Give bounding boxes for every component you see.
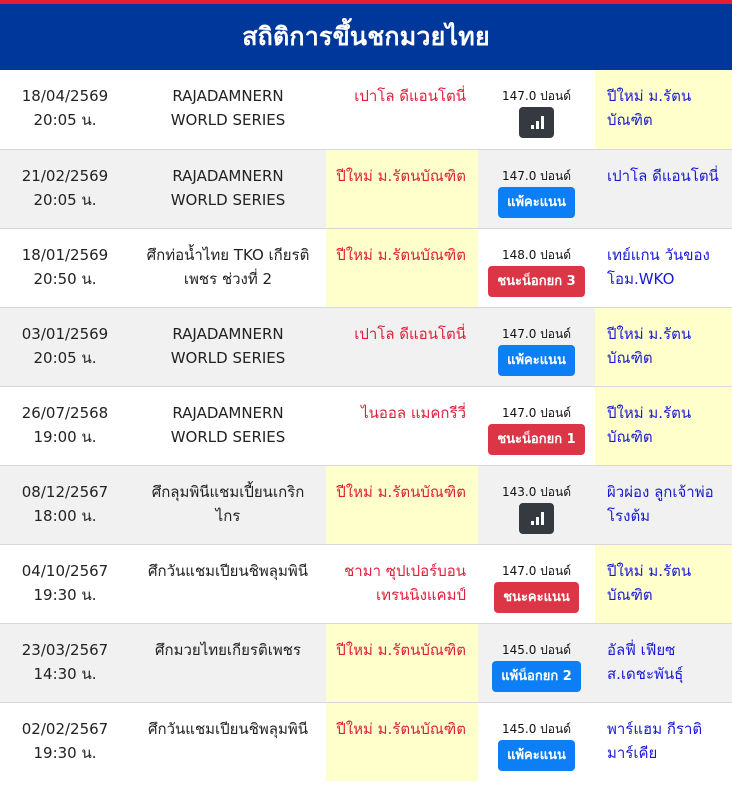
fight-date-cell [0,623,130,702]
red-corner-cell [326,228,478,307]
result-cell [478,465,595,544]
weight-label: 143.0 ปอนด์ [502,484,571,499]
blue-corner-cell [595,386,732,465]
result-badge: แพ้คะแนน [498,740,575,771]
red-corner-fighter-link[interactable]: ชามา ซุปเปอร์บอนเทรนนิงแคมป์ [344,561,466,604]
result-badge: แพ้น็อกยก 2 [492,661,581,692]
red-corner-fighter-link[interactable]: ปีใหม่ ม.รัตนบัณฑิต [336,245,466,264]
table-row [0,386,732,465]
event-name: ศึกวันแชมเปียนชิพลุมพินี [148,719,308,738]
result-cell [478,623,595,702]
result-badge: ชนะคะแนน [494,582,579,613]
red-corner-cell [326,544,478,623]
table-row [0,544,732,623]
weight-label: 147.0 ปอนด์ [502,89,571,103]
blue-corner-fighter-link[interactable]: ปีใหม่ ม.รัตนบัณฑิต [607,324,692,367]
table-row [0,307,732,386]
blue-corner-fighter-link[interactable]: ปีใหม่ ม.รัตนบัณฑิต [607,403,692,446]
red-corner-cell [326,465,478,544]
weight-label: 147.0 ปอนด์ [502,405,571,420]
stats-button[interactable] [519,503,554,534]
red-corner-fighter-link[interactable]: ปีใหม่ ม.รัตนบัณฑิต [336,166,466,185]
red-corner-cell [326,307,478,386]
result-badge: แพ้คะแนน [498,187,575,218]
fight-date: 03/01/2569 [21,324,109,343]
page-title-text: สถิติการขึ้นชกมวยไทย [242,22,490,51]
red-corner-fighter-link[interactable]: ปีใหม่ ม.รัตนบัณฑิต [336,719,466,738]
weight-label: 145.0 ปอนด์ [502,642,571,657]
result-cell [478,702,595,781]
event-name: RAJADAMNERN WORLD SERIES [130,307,326,386]
red-corner-cell [326,70,478,149]
weight-label: 145.0 ปอนด์ [502,721,571,736]
fight-time: 19:30 น. [33,743,97,762]
table-row [0,70,732,149]
fight-history-rows [0,70,732,781]
blue-corner-cell [595,228,732,307]
stats-button[interactable] [519,107,554,138]
fight-date: 04/10/2567 [21,561,109,580]
fight-date-cell [0,544,130,623]
fight-date-cell [0,228,130,307]
result-cell [478,228,595,307]
table-row [0,228,732,307]
fight-date-cell [0,465,130,544]
blue-corner-cell [595,623,732,702]
page-title [0,0,732,70]
fight-date-cell [0,386,130,465]
red-corner-fighter-link[interactable]: ไนออล แมคกรีวี่ [361,403,466,422]
blue-corner-fighter-link[interactable]: เปาโล ดีแอนโตนี่ [607,166,719,185]
fight-date: 26/07/2568 [21,403,109,422]
fight-time: 20:05 น. [33,190,97,209]
red-corner-fighter-link[interactable]: เปาโล ดีแอนโตนี่ [354,324,466,343]
fight-time: 19:30 น. [33,585,97,604]
table-row [0,702,732,781]
event-name: ศึกมวยไทยเกียรติเพชร [130,623,326,702]
blue-corner-cell [595,70,732,149]
result-cell [478,149,595,228]
fight-date: 21/02/2569 [21,166,109,185]
result-badge: ชนะน็อกยก 1 [488,424,584,455]
event-name: ศึกวันแชมเปียนชิพลุมพินี [130,544,326,623]
weight-label: 147.0 ปอนด์ [502,168,571,183]
table-row [0,623,732,702]
weight-label: 147.0 ปอนด์ [502,326,571,341]
red-corner-fighter-link[interactable]: ปีใหม่ ม.รัตนบัณฑิต [336,640,466,659]
blue-corner-cell [595,702,732,781]
red-corner-cell [326,386,478,465]
blue-corner-cell [595,307,732,386]
result-badge: แพ้คะแนน [498,345,575,376]
fight-time: 19:00 น. [33,427,97,446]
event-name: RAJADAMNERN WORLD SERIES [130,386,326,465]
fight-date: 18/04/2569 [21,87,109,105]
weight-label: 147.0 ปอนด์ [502,563,571,578]
red-corner-cell [326,623,478,702]
blue-corner-cell [595,465,732,544]
fight-date: 02/02/2567 [21,719,109,738]
event-name: ศึกลุมพินีแชมเปี้ยนเกริกไกร [130,465,326,544]
red-corner-cell [326,149,478,228]
red-corner-fighter-link[interactable]: ปีใหม่ ม.รัตนบัณฑิต [336,482,466,501]
blue-corner-fighter-link[interactable]: ปีใหม่ ม.รัตนบัณฑิต [607,87,692,129]
fight-date: 23/03/2567 [21,640,109,659]
bar-chart-icon [531,116,545,129]
blue-corner-fighter-link[interactable]: พาร์แฮม กีราติมาร์เคีย [607,719,703,762]
table-row [0,149,732,228]
event-name: RAJADAMNERN WORLD SERIES [130,149,326,228]
result-cell [478,386,595,465]
event-name: ศึกท่อน้ำไทย TKO เกียรติเพชร ช่วงที่ 2 [130,228,326,307]
blue-corner-fighter-link[interactable]: อัลฟี่ เฟียซ ส.เดชะพันธุ์ [607,640,684,683]
blue-corner-cell [595,149,732,228]
table-row [0,465,732,544]
fight-time: 20:05 น. [33,348,97,367]
fight-date-cell [0,70,130,149]
red-corner-cell [326,702,478,781]
event-name: RAJADAMNERN WORLD SERIES [130,70,326,149]
fight-time: 14:30 น. [33,664,97,683]
result-cell [478,70,595,149]
result-badge: ชนะน็อกยก 3 [488,266,584,297]
fight-date-cell [0,307,130,386]
fight-date: 18/01/2569 [21,245,109,264]
fight-date-cell [0,149,130,228]
red-corner-fighter-link[interactable]: เปาโล ดีแอนโตนี่ [354,87,466,105]
fight-time: 20:50 น. [33,269,97,288]
fight-time: 18:00 น. [33,506,97,525]
result-cell [478,544,595,623]
fight-date-cell [0,702,130,781]
bar-chart-icon [531,512,545,525]
blue-corner-fighter-link[interactable]: เทย์แกน วันของโอม.WKO [607,245,710,288]
fight-time: 20:05 น. [33,111,97,129]
fight-history-table [0,70,732,781]
weight-label: 148.0 ปอนด์ [502,247,571,262]
result-cell [478,307,595,386]
blue-corner-fighter-link[interactable]: ปีใหม่ ม.รัตนบัณฑิต [607,561,692,604]
fight-date: 08/12/2567 [21,482,109,501]
blue-corner-fighter-link[interactable]: ผิวผ่อง ลูกเจ้าพ่อโรงต้ม [607,482,714,525]
blue-corner-cell [595,544,732,623]
